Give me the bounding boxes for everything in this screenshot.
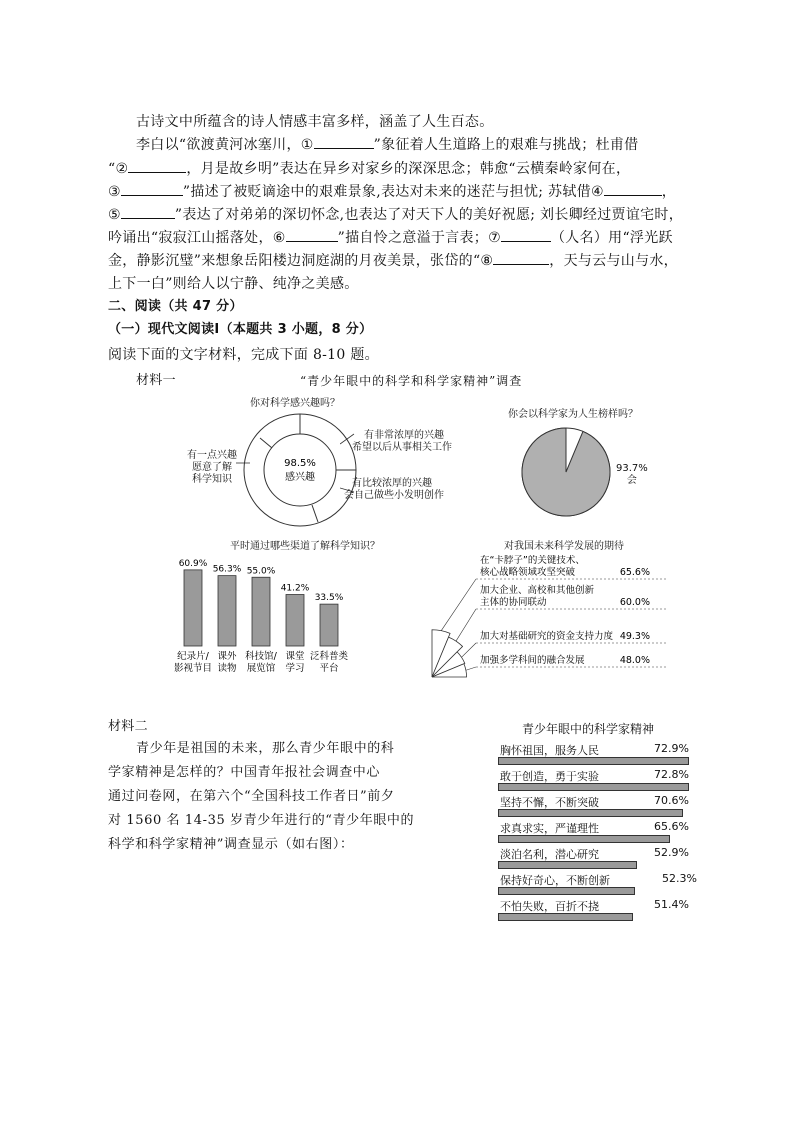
channel-tick-label: 学习 [285,663,305,674]
material-two-label: 材料二 [108,719,148,734]
channel-bar [184,570,202,646]
channel-bar-value-label: 41.2% [280,583,310,594]
channel-bar-chart [170,550,410,680]
blank-number-7: ⑦ [488,230,501,246]
label-line: 希望以后从事相关工作 [352,442,452,453]
spirit-item-label: 坚持不懈，不断突破 [500,796,599,809]
paragraph-line-2 [136,134,638,156]
answer-blank-2[interactable] [128,158,186,173]
channel-tick-label: 课外 [217,651,237,662]
blank-number-2: ② [115,161,129,177]
paragraph-line-7 [108,250,678,272]
expectation-leader-line [466,667,476,670]
spirit-value-label: 52.9% [654,846,689,859]
expectation-fan-chart [428,555,688,685]
channel-bar [218,576,236,646]
material-two-line-5: 科学和科学家精神”调查显示（如右图）： [108,837,354,852]
channel-bar [286,595,304,647]
paragraph-line-4 [108,181,676,203]
spirit-bar [498,757,689,765]
label-line: 愿意了解 [192,462,232,473]
label-line: 有非常浓厚的兴趣 [364,430,444,441]
donut-center-label: 感兴趣 [285,472,315,483]
expectation-item-label: 主体的协同联动 [480,597,547,608]
label-line: 有比较浓厚的兴趣 [352,478,432,489]
text: ， [661,184,677,200]
material-one-label: 材料一 [136,373,176,388]
material-two-line-4: 对 1560 名 14-35 岁青少年进行的“青少年眼中的 [108,813,415,828]
spirit-chart-title: 青少年眼中的科学家精神 [522,722,655,736]
donut-label-some-interest [182,450,242,486]
text: 金，静影沉璧”来想象岳阳楼边洞庭湖的月夜美景，张岱的“ [108,253,481,269]
pie-chart [520,420,612,524]
spirit-bar [498,809,683,817]
text: 李白以“欲渡黄河冰塞川， [136,137,301,153]
channel-tick-label: 课堂 [285,651,305,662]
spirit-bar [498,861,637,869]
channel-tick-label: 纪录片/ [177,651,209,662]
text: 吟诵出“寂寂江山摇落处， [108,230,273,246]
expectation-item-label: 加大对基础研究的资金支持力度 [480,631,614,642]
spirit-item-label: 保持好奇心，不断创新 [500,874,610,887]
section-heading: 二、阅读（共 47 分） [108,299,243,314]
text: ”象征着人生道路上的艰难与挑战；杜甫借 [373,137,639,153]
spirit-item-label: 胸怀祖国，服务人民 [500,744,599,757]
expectation-chart-title: 对我国未来科学发展的期待 [504,541,624,552]
answer-blank-8[interactable] [493,250,549,265]
spirit-value-label: 72.8% [654,768,689,781]
channel-bar-value-label: 55.0% [246,566,276,577]
channel-bar [252,577,270,646]
spirit-bar [498,913,633,921]
spirit-bar [498,887,635,895]
channel-tick-label: 读物 [217,663,237,674]
pie-slice-yes [522,428,610,516]
spirit-item-label: 淡泊名利，潜心研究 [500,848,599,861]
expectation-leader-line [462,643,476,657]
material-two-line-1: 青少年是祖国的未来，那么青少年眼中的科 [136,741,395,756]
expectation-item-label: 加大企业、高校和其他创新 [480,585,595,596]
text: ”表达了对弟弟的深切怀念,也表达了对天下人的美好祝愿; 刘长卿经过贾谊宅时， [174,207,684,223]
donut-chart-title: 你对科学感兴趣吗？ [250,398,340,409]
instruction: 阅读下面的文字材料，完成下面 8-10 题。 [108,347,379,363]
text: （人名）用“浮光跃 [550,230,673,246]
channel-tick-label: 泛科普类 [309,651,349,662]
text: “ [108,161,116,177]
material-two-line-2: 学家精神是怎样的？中国青年报社会调查中心 [108,765,381,780]
blank-number-4: ④ [590,184,604,200]
subsection-heading: （一）现代文阅读Ⅰ（本题共 3 小题，8 分） [108,322,373,337]
spirit-value-label: 65.6% [654,820,689,833]
expectation-leader-line [456,609,476,641]
donut-center-value: 98.5% [284,458,316,469]
answer-blank-1[interactable] [314,134,374,149]
answer-blank-7[interactable] [501,227,551,242]
expectation-value-label: 60.0% [619,597,650,608]
channel-tick-label: 平台 [319,663,339,674]
text: ，天与云与山与水， [549,253,678,269]
answer-blank-6[interactable] [286,227,338,242]
paragraph-line-5 [108,204,683,226]
paragraph-line-3 [108,158,630,180]
donut-inner-ring [264,434,336,506]
spirit-value-label: 51.4% [654,898,689,911]
paragraph-line-6 [108,227,673,249]
blank-number-6: ⑥ [272,230,286,246]
donut-label-very-interested [352,430,452,454]
expectation-item-label: 在“卡脖子”的关键技术、 [480,555,585,566]
label-line: 有一点兴趣 [187,450,237,461]
text: ”描述了被贬谪途中的艰难景象,表达对未来的迷茫与担忧; 苏轼借 [182,184,591,200]
label-line: 会自己做些小发明创作 [344,490,444,501]
spirit-value-label: 72.9% [654,742,689,755]
spirit-item-label: 不怕失败，百折不挠 [500,900,599,913]
spirit-item-label: 敢于创造，勇于实验 [500,770,599,783]
spirit-value-label: 70.6% [654,794,689,807]
channel-bar-value-label: 56.3% [212,564,242,575]
spirit-value-label: 52.3% [662,872,697,885]
expectation-item-label: 核心战略领域攻坚突破 [480,567,576,578]
blank-number-5: ⑤ [108,207,121,223]
channel-chart-title: 平时通过哪些渠道了解科学知识？ [230,541,380,552]
donut-label-fairly-interested [344,478,444,502]
expectation-value-label: 49.3% [619,631,650,642]
blank-number-8: ⑧ [480,253,494,269]
survey-title: “青少年眼中的科学和科学家精神”调查 [300,374,523,388]
blank-number-1: ① [300,137,314,153]
expectation-item-label: 加强多学科间的融合发展 [480,655,585,666]
text: ”描自怜之意溢于言表； [337,230,489,246]
paragraph-line-8: 上下一白”则给人以宁静、纯净之美感。 [108,276,359,292]
pie-chart-title: 你会以科学家为人生榜样吗？ [508,409,638,420]
spirit-item-label: 求真求实，严谨理性 [500,822,599,835]
answer-blank-3[interactable] [121,181,183,196]
channel-bar [320,604,338,646]
channel-tick-label: 展览馆 [246,663,276,674]
spirit-bar-chart [498,742,728,932]
material-two-line-3: 通过问卷网，在第六个“全国科技工作者日”前夕 [108,789,395,804]
blank-number-3: ③ [108,184,121,200]
answer-blank-5[interactable] [121,204,175,219]
channel-bar-value-label: 33.5% [314,593,344,604]
text: ，月是故乡明”表达在异乡对家乡的深深思念；韩愈“云横秦岭家何在， [186,161,631,177]
spirit-bar [498,783,689,791]
channel-bar-value-label: 60.9% [178,558,208,569]
answer-blank-4[interactable] [604,181,662,196]
label-line: 科学知识 [192,474,232,485]
channel-tick-label: 影视节目 [173,663,213,674]
pie-category-label: 会 [626,475,637,486]
paragraph-line-1: 古诗文中所蕴含的诗人情感丰富多样，涵盖了人生百态。 [136,114,494,130]
spirit-bar [498,835,670,843]
channel-tick-label: 科技馆/ [245,651,277,662]
pie-value-label: 93.7% [616,463,648,474]
expectation-value-label: 65.6% [619,567,650,578]
donut-leader-lines [236,458,250,468]
expectation-leader-line [441,579,476,631]
pie-slice-label [616,463,648,487]
expectation-value-label: 48.0% [619,655,650,666]
